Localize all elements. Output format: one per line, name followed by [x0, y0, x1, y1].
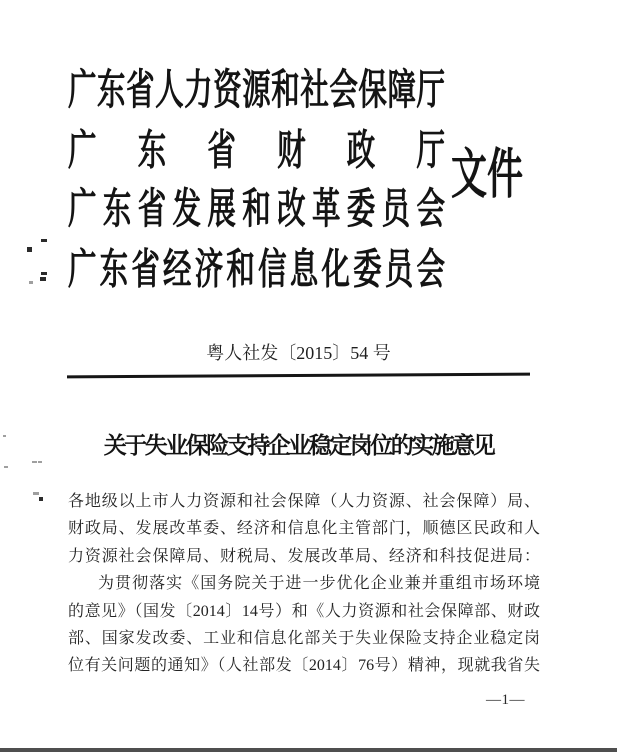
scan-artifact [40, 277, 46, 281]
scan-artifact [41, 272, 47, 275]
document-number: 粤人社发〔2015〕54 号 [206, 343, 391, 363]
agency-name-line-4: 广东省经济和信息化委员会 [68, 247, 445, 294]
scan-artifact [39, 497, 43, 501]
body-line: 部、国家发改委、工业和信息化部关于失业保险支持企业稳定岗 [68, 629, 540, 647]
body-line: 财政局、发展改革委、经济和信息化主管部门，顺德区民政和人 [68, 520, 540, 538]
scan-artifact [29, 281, 33, 284]
agency-name-line-2: 广东省财政厅 [68, 128, 445, 174]
scan-artifact [38, 461, 42, 463]
scan-artifact [27, 247, 32, 252]
scan-artifact [41, 239, 47, 242]
scan-artifact [33, 492, 39, 495]
agency-name-line-3: 广东省发展和改革委员会 [68, 187, 445, 234]
scan-artifact [3, 435, 6, 437]
issuing-agencies-header [68, 63, 445, 301]
body-line: 各地级以上市人力资源和社会保障（人力资源、社会保障）局、 [68, 493, 540, 510]
document-title: 关于失业保险支持企业稳定岗位的实施意见 [103, 433, 494, 458]
body-line: 为贯彻落实《国务院关于进一步优化企业兼并重组市场环境 [98, 575, 540, 593]
scan-artifact [4, 466, 8, 468]
page-number: —1— [486, 692, 525, 708]
document-type-label: 文件 [451, 144, 524, 205]
header-divider-rule [67, 373, 530, 379]
scan-artifact [32, 461, 37, 463]
body-line: 位有关问题的通知》（人社部发〔2014〕76号）精神，现就我省失 [68, 657, 540, 675]
body-line: 力资源社会保障局、财税局、发展改革局、经济和科技促进局： [68, 547, 540, 565]
agency-name-line-1: 广东省人力资源和社会保障厅 [68, 68, 445, 115]
scan-edge-line [0, 748, 617, 752]
body-line: 的意见》（国发〔2014〕14号）和《人力资源和社会保障部、财政 [68, 602, 540, 620]
body-text [68, 488, 540, 680]
